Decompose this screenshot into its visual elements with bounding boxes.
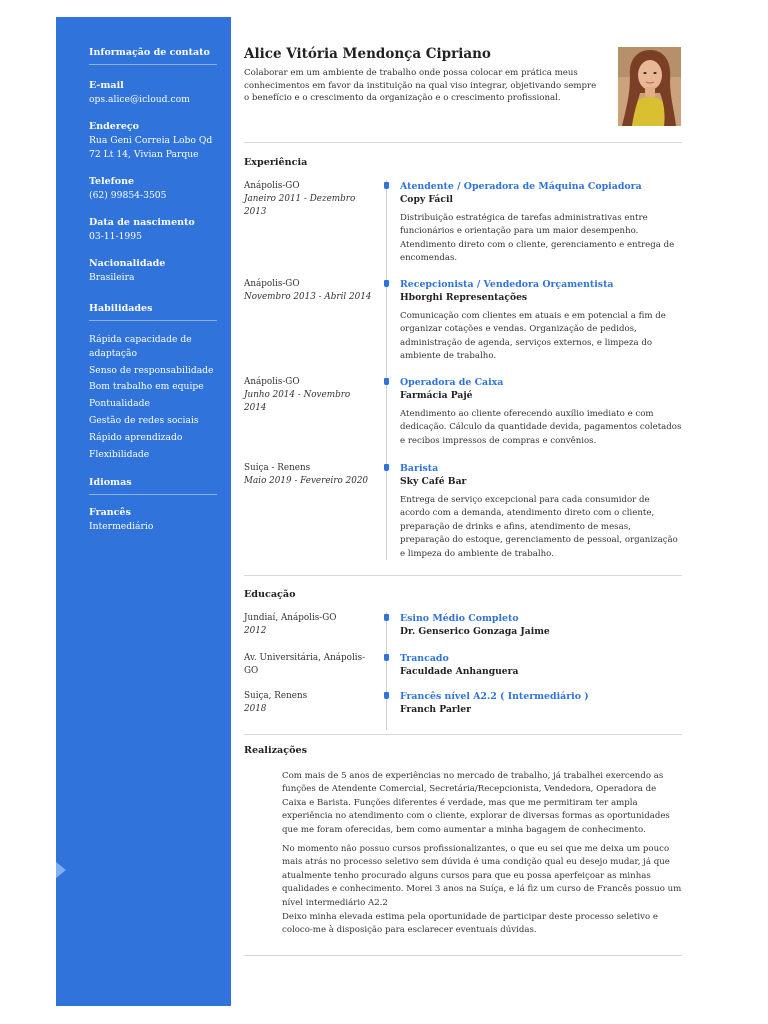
address-line-2: 72 Lt 14, Vivian Parque bbox=[89, 149, 199, 160]
skill-item: Senso de responsabilidade bbox=[89, 364, 214, 376]
entry-place: Suiça, Renens bbox=[244, 691, 308, 701]
bullet-marker-icon bbox=[384, 692, 389, 699]
skill-item: Flexibilidade bbox=[89, 448, 150, 460]
entry-place: Av. Universitária, Anápolis-GO bbox=[244, 653, 366, 676]
education-heading: Educação bbox=[244, 589, 296, 600]
entry-location bbox=[244, 690, 372, 716]
candidate-name: Alice Vitória Mendonça Cipriano bbox=[244, 46, 491, 62]
entry-location bbox=[244, 278, 372, 304]
achievements-paragraph: Deixo minha elevada estima pela oportunidade de participar deste processo seletivo e coloco-me à disposição para esclarecer eventuais dúvidas. bbox=[282, 912, 658, 936]
contact-heading: Informação de contato bbox=[89, 47, 210, 58]
phone-label: Telefone bbox=[89, 176, 135, 187]
entry-description: Entrega de serviço excepcional para cada consumidor de acordo com a demanda, atendimento direto com o cliente, preparação de drinks e afins, atendimento de mesas, preparação do estoque, gerenciamento de pessoal, organização e limpeza do ambiente de trabalho. bbox=[400, 495, 678, 559]
entry-description: Atendimento ao cliente oferecendo auxílio imediato e com dedicação. Cálculo da quantidade devida, pagamentos coletados e recibos impressos de compras e convênios. bbox=[400, 409, 682, 446]
entry-place: Anápolis-GO bbox=[244, 181, 300, 191]
divider bbox=[244, 955, 682, 956]
entry-organization: Farmácia Pajé bbox=[400, 390, 473, 401]
entry-organization: Hborghi Representações bbox=[400, 292, 528, 303]
bullet-marker-icon bbox=[384, 654, 389, 661]
entry-title: Francês nível A2.2 ( Intermediário ) bbox=[400, 691, 589, 702]
skill-item: Rápida capacidade de bbox=[89, 334, 192, 345]
skill-item: Pontualidade bbox=[89, 398, 150, 410]
entry-date: 2012 bbox=[244, 626, 267, 636]
skill-item: Bom trabalho em equipe bbox=[89, 381, 204, 393]
bullet-marker-icon bbox=[384, 464, 389, 471]
entry-title: Trancado bbox=[400, 653, 449, 664]
entry-organization: Copy Fácil bbox=[400, 194, 453, 205]
bullet-marker-icon bbox=[384, 378, 389, 385]
entry-description: Distribuição estratégica de tarefas administrativas entre funcionários e orientação para um maior desempenho. Atendimento direto com o cliente, gerenciamento e entrega de encomendas. bbox=[400, 213, 675, 264]
nationality-value: Brasileira bbox=[89, 272, 135, 283]
entry-date: Janeiro 2011 - Dezembro 2013 bbox=[244, 194, 356, 217]
address-line-1: Rua Geni Correia Lobo Qd bbox=[89, 135, 213, 146]
divider bbox=[244, 575, 682, 576]
objective-text: Colaborar em um ambiente de trabalho onde possa colocar em prática meus conhecimentos em favor da instituição na qual viso integrar, objetivando sempre o benefício e o crescimento da organização e o crescimento profissional. bbox=[244, 68, 597, 104]
entry-description: Comunicação com clientes em atuais e em potencial a fim de organizar cotações e vendas. Organização de pedidos, administração de agenda, serviços externos, e limpeza do ambiente de trabalho. bbox=[400, 311, 666, 362]
language-level: Intermediário bbox=[89, 521, 154, 533]
entry-title: Operadora de Caixa bbox=[400, 377, 504, 388]
divider bbox=[89, 494, 217, 495]
skill-item: Rápido aprendizado bbox=[89, 431, 183, 443]
languages-heading: Idiomas bbox=[89, 477, 132, 489]
entry-organization: Sky Café Bar bbox=[400, 476, 467, 487]
profile-photo bbox=[618, 47, 681, 126]
divider bbox=[244, 142, 682, 143]
language-label: Francês bbox=[89, 507, 131, 519]
entry-organization: Faculdade Anhanguera bbox=[400, 666, 519, 677]
skill-item: Gestão de redes sociais bbox=[89, 414, 199, 426]
experience-heading: Experiência bbox=[244, 157, 308, 168]
achievements-paragraph: No momento não possuo cursos profissionalizantes, o que eu sei que me deixa um pouco mais atrás no processo seletivo sem dúvida é uma condição qual eu desejo mudar, já que atualmente tenho procurado alguns cursos para que eu possa aperfeiçoar as minhas qualidades e conhecimento. Morei 3 anos na Suíça, e lá fiz um curso de Francês possuo um nível intermediário A2.2 bbox=[282, 844, 682, 908]
header bbox=[244, 46, 682, 105]
divider bbox=[244, 734, 682, 735]
entry-place: Anápolis-GO bbox=[244, 377, 300, 387]
entry-date: Junho 2014 - Novembro 2014 bbox=[244, 390, 351, 413]
entry-date: Maio 2019 - Fevereiro 2020 bbox=[244, 476, 369, 486]
phone-value: (62) 99854-3505 bbox=[89, 190, 167, 201]
skill-item: adaptação bbox=[89, 347, 138, 359]
education-timeline bbox=[386, 612, 387, 730]
entry-location bbox=[244, 652, 372, 678]
entry-location bbox=[244, 180, 372, 219]
bullet-marker-icon bbox=[384, 614, 389, 621]
entry-title: Esino Médio Completo bbox=[400, 613, 519, 624]
achievements-paragraph: Com mais de 5 anos de experiências no mercado de trabalho, já trabalhei exercendo as funções de Atendente Comercial, Secretária/Recepcionista, Vendedora, Operadora de Caixa e Barista. Funções diferentes é verdade, mas que me permitiram ter ampla experiência no atendimento com o cliente, explorar de diversas formas as oportunidades que me foram oferecidas, bem como aumentar a minha bagagem de conhecimento. bbox=[282, 771, 670, 835]
bullet-marker-icon bbox=[384, 280, 389, 287]
achievements-heading: Realizações bbox=[244, 745, 307, 756]
experience-timeline bbox=[386, 180, 387, 560]
entry-location bbox=[244, 612, 372, 638]
entry-location bbox=[244, 376, 372, 415]
email-label: E-mail bbox=[89, 80, 124, 91]
skills-heading: Habilidades bbox=[89, 303, 153, 314]
entry-location bbox=[244, 462, 372, 488]
divider bbox=[89, 320, 217, 321]
entry-place: Anápolis-GO bbox=[244, 279, 300, 289]
sidebar bbox=[56, 17, 231, 1006]
email-value[interactable]: ops.alice@icloud.com bbox=[89, 94, 190, 105]
entry-title: Recepcionista / Vendedora Orçamentista bbox=[400, 279, 614, 290]
nationality-label: Nacionalidade bbox=[89, 258, 166, 269]
skills-list bbox=[89, 333, 217, 461]
entry-date: 2018 bbox=[244, 704, 267, 714]
entry-title: Barista bbox=[400, 463, 439, 474]
bullet-marker-icon bbox=[384, 182, 389, 189]
entry-date: Novembro 2013 - Abril 2014 bbox=[244, 292, 372, 302]
entry-organization: Franch Parler bbox=[400, 704, 471, 715]
birth-label: Data de nascimento bbox=[89, 217, 195, 228]
entry-title: Atendente / Operadora de Máquina Copiadora bbox=[400, 181, 642, 192]
divider bbox=[89, 64, 217, 65]
entry-organization: Dr. Genserico Gonzaga Jaime bbox=[400, 626, 550, 637]
address-label: Endereço bbox=[89, 121, 140, 132]
entry-place: Suiça - Renens bbox=[244, 463, 311, 473]
entry-place: Jundiaí, Anápolis-GO bbox=[244, 613, 337, 623]
birth-value: 03-11-1995 bbox=[89, 231, 142, 242]
sidebar-arrow-icon bbox=[56, 862, 66, 878]
